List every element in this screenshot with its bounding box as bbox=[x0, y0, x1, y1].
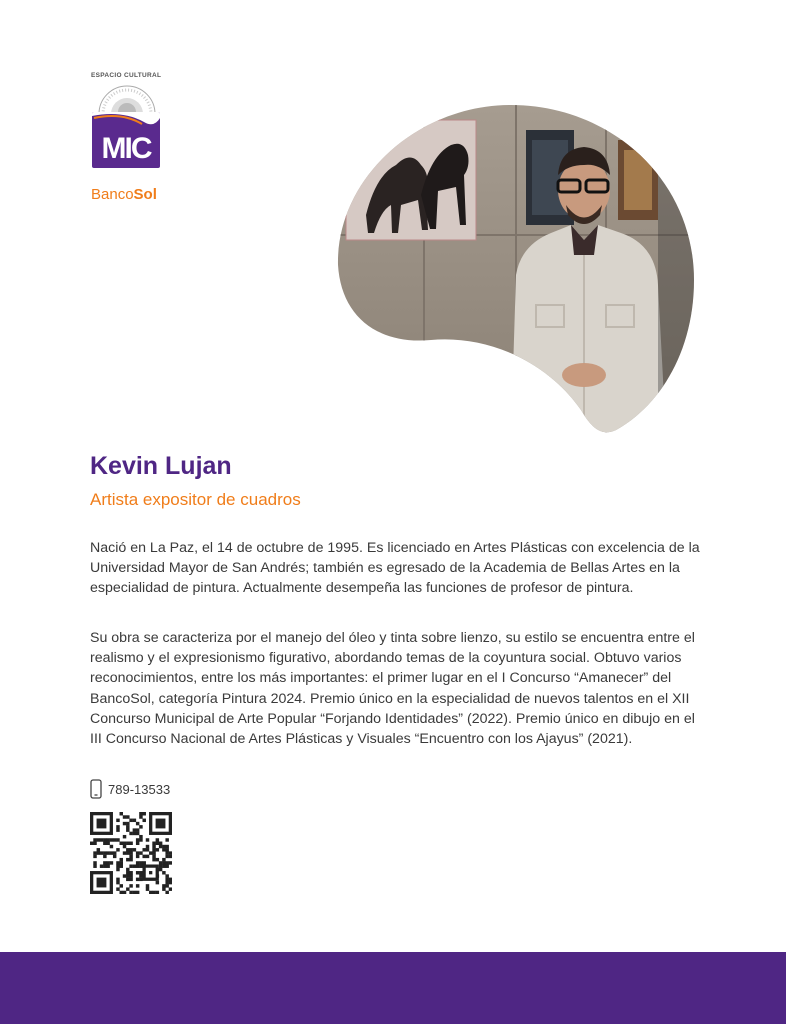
espacio-cultural-mic-bancosol-logo bbox=[88, 70, 168, 210]
artist-role: Artista expositor de cuadros bbox=[90, 490, 301, 509]
logo-top-text: ESPACIO CULTURAL bbox=[91, 72, 162, 79]
footer-band bbox=[0, 952, 786, 1024]
artist-photo bbox=[336, 105, 696, 435]
logo-bank-prefix: Banco bbox=[91, 186, 134, 203]
bio-paragraph-1: Nació en La Paz, el 14 de octubre de 1995. Es licenciado en Artes Plásticas con excelencia de la Universidad Mayor de San Andrés; también es egresado de la Academia de Bellas Artes en la especialidad de pintura. Actualmente desempeña las funciones de profesor de pintura. bbox=[90, 540, 700, 597]
logo-mic-box bbox=[92, 112, 160, 168]
phone-contact bbox=[90, 778, 170, 800]
phone-number: 789-13533 bbox=[108, 781, 171, 797]
logo-bancosol bbox=[91, 186, 157, 203]
qr-code[interactable] bbox=[90, 812, 172, 894]
mobile-phone-icon bbox=[90, 779, 102, 799]
artist-name: Kevin Lujan bbox=[90, 452, 232, 480]
logo-bank-suffix: Sol bbox=[133, 186, 157, 203]
logo-mic-text: MIC bbox=[101, 132, 151, 165]
bio-paragraph-2: Su obra se caracteriza por el manejo del óleo y tinta sobre lienzo, su estilo se encuentra entre el realismo y el expresionismo figurativo, abordando temas de la coyuntura social. Obtuvo varios reconocimientos, entre los más importantes: el primer lugar en el I Concurso “Amanecer” del BancoSol, categoría Pintura 2024. Premio único en la especialidad de nuevos talentos en el XII Concurso Municipal de Arte Popular “Forjando Identidades” (2022). Premio único en dibujo en el III Concurso Nacional de Artes Plásticas y Visuales “Encuentro con los Ajayus” (2021). bbox=[90, 630, 695, 748]
